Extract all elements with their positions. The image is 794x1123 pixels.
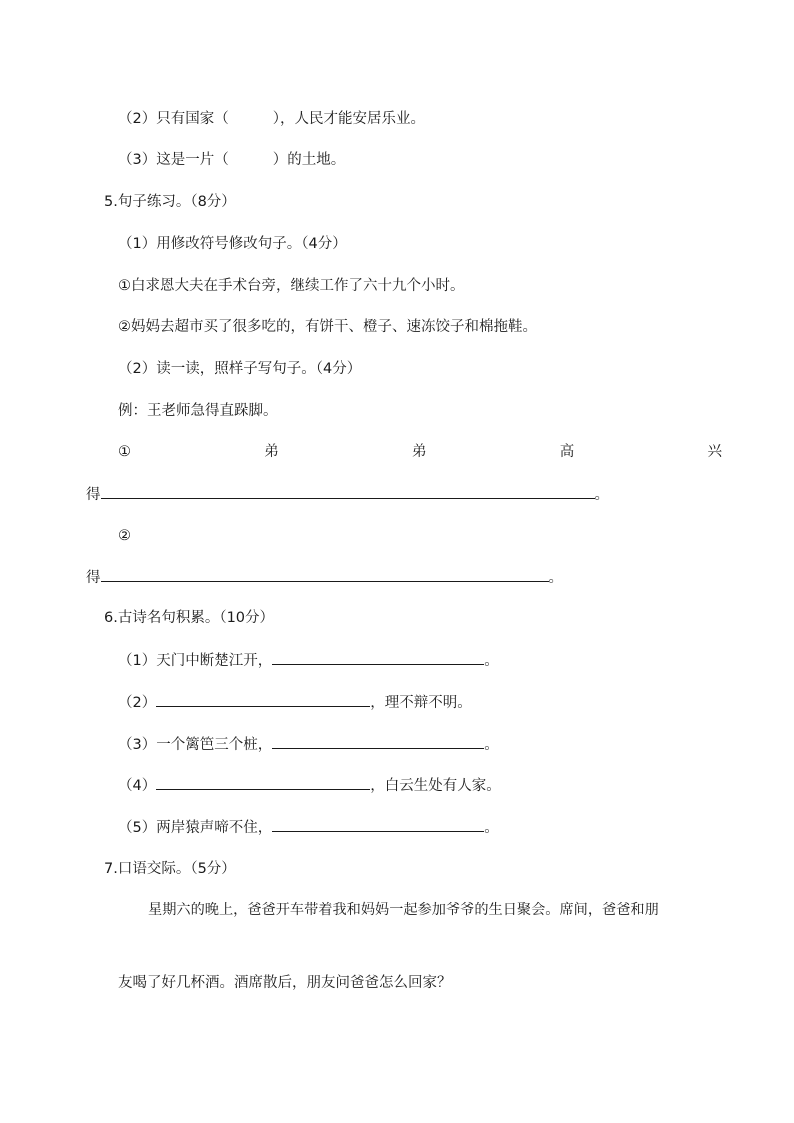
q5-row2-num: ② — [118, 528, 131, 544]
q6-item-3 — [118, 734, 499, 755]
q4-item-2-suffix: ），人民才能安居乐业。 — [272, 111, 425, 127]
q6-item-3-suffix: 。 — [484, 737, 499, 753]
q6-item-4-suffix: ，白云生处有人家。 — [370, 778, 501, 794]
q6-item-4 — [118, 775, 501, 796]
q5-part1-sentence-2: ②妈妈去超市买了很多吃的，有饼干、橙子、速冻饺子和棉拖鞋。 — [118, 319, 537, 335]
q5-part2-example: 例：王老师急得直跺脚。 — [118, 403, 278, 419]
q5-row1-de: 得 — [86, 487, 101, 503]
q6-item-1-suffix: 。 — [484, 653, 499, 669]
q6-item-2 — [118, 692, 472, 713]
q5-title: 5.句子练习。（8分） — [104, 194, 236, 210]
q6-item-3-blank[interactable] — [272, 734, 484, 749]
q5-row2-period: 。 — [548, 570, 563, 586]
q5-row1-char: 弟 — [264, 444, 279, 460]
q5-row2-de: 得 — [86, 570, 101, 586]
q7-paragraph-2: 友喝了好几杯酒。酒席散后，朋友问爸爸怎么回家？ — [118, 975, 452, 991]
q5-row1-num: ① — [118, 444, 131, 460]
q6-item-5 — [118, 817, 499, 838]
q6-title: 6.古诗名句积累。（10分） — [104, 610, 275, 626]
q4-item-3 — [118, 150, 345, 170]
q4-item-2-prefix: （2）只有国家（ — [118, 111, 229, 127]
q6-item-1-blank[interactable] — [272, 650, 484, 665]
q6-item-2-prefix: （2） — [118, 695, 157, 711]
q5-part2-title: （2）读一读，照样子写句子。（4分） — [118, 361, 362, 377]
q5-row1-period: 。 — [594, 487, 609, 503]
q5-row2-answer-line — [86, 567, 563, 588]
q7-paragraph-1: 星期六的晚上，爸爸开车带着我和妈妈一起参加爷爷的生日聚会。席间，爸爸和朋 — [148, 902, 659, 918]
q7-title: 7.口语交际。（5分） — [104, 861, 236, 877]
q5-part1-title: （1）用修改符号修改句子。（4分） — [118, 236, 347, 252]
q6-item-5-suffix: 。 — [484, 820, 499, 836]
q6-item-2-blank[interactable] — [156, 692, 370, 707]
q4-item-2 — [118, 109, 425, 129]
q5-part1-sentence-1: ①白求恩大夫在手术台旁，继续工作了六十九个小时。 — [118, 278, 465, 294]
q6-item-3-prefix: （3）一个篱笆三个桩， — [118, 737, 273, 753]
q6-item-5-blank[interactable] — [272, 817, 484, 832]
q6-item-5-prefix: （5）两岸猿声啼不住， — [118, 820, 273, 836]
q6-item-1-prefix: （1）天门中断楚江开， — [118, 653, 273, 669]
q6-item-2-suffix: ，理不辩不明。 — [370, 695, 472, 711]
q5-row2-blank[interactable] — [101, 567, 549, 582]
q5-row1-char: 兴 — [707, 444, 722, 460]
q6-item-1 — [118, 650, 499, 671]
q4-item-3-suffix: ）的土地。 — [272, 152, 346, 168]
q6-item-4-prefix: （4） — [118, 778, 157, 794]
q5-row1-char: 弟 — [412, 444, 427, 460]
q5-part2-row-1 — [118, 442, 722, 462]
q5-row1-char: 高 — [559, 444, 575, 460]
q5-row1-answer-line — [86, 484, 609, 505]
q6-item-4-blank[interactable] — [156, 775, 370, 790]
q5-row1-blank[interactable] — [101, 484, 595, 499]
q4-item-3-prefix: （3）这是一片（ — [118, 152, 229, 168]
